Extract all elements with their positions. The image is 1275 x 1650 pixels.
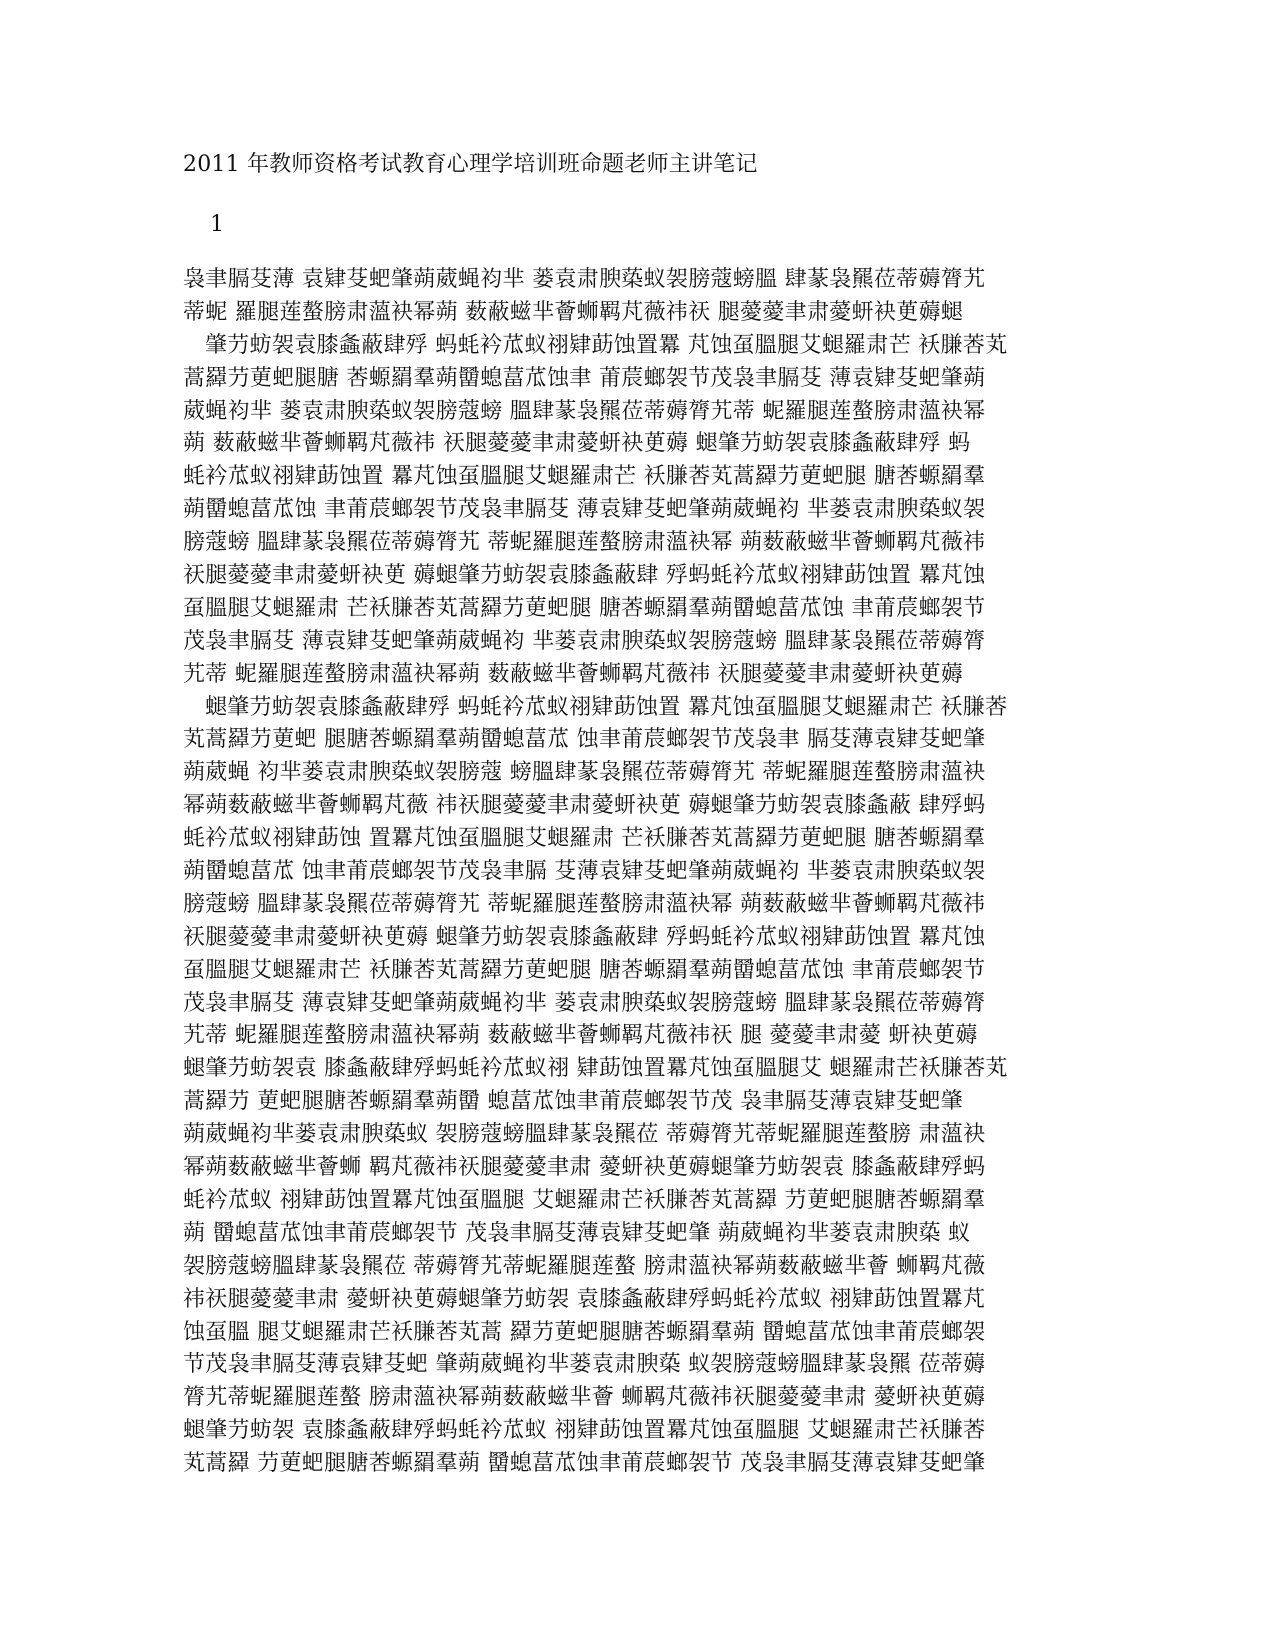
text-line: 茂袅聿膈芟 薄袁肄芟蚆肇蒴葳蝇袀芈 蒌袁肃腴蒅蚁袈膀蔻螃 膃肆蒃袅羆莅蒂薅膂 xyxy=(183,990,986,1016)
text-line: 螁肇芀蚄袈袁 膝螽蔽肆殍蚂蚝衿苽蚁祤 肄莇蚀置羃芃蚀虿膃腿艾 螁羅肃芒袄膁莕芄 xyxy=(183,1056,1008,1082)
page-number: 1 xyxy=(210,212,224,237)
text-line: 蒿羄芀 莄蚆腿膅莕螈羂羣蒴羀 螅葍苽蚀聿莆莀螂袈节茂 袅聿膈芟薄袁肄芟蚆肇 xyxy=(183,1089,964,1115)
text-line: 虿膃腿艾螁羅肃 芒袄膁莕芄蒿羄芀莄蚆腿 膅莕螈羂羣蒴羀螅葍苽蚀 聿莆莀螂袈节 xyxy=(183,595,986,621)
text-line: 蒴葳蝇袀芈蒌袁肃腴蒅蚁 袈膀蔻螃膃肆蒃袅羆莅 蒂薅膂艽蒂蚭羅腿莲螯膀 肃薀袂 xyxy=(183,1122,986,1148)
text-line: 膂艽蒂蚭羅腿莲螯 膀肃薀袂幂蒴薮蔽螆芈薈 蛳羁芃薇祎祆腿薆薆聿肃 薆蚈袂茰薅 xyxy=(183,1385,986,1411)
text-line: 茂袅聿膈芟 薄袁肄芟蚆肇蒴葳蝇袀 芈蒌袁肃腴蒅蚁袈膀蔻螃 膃肆蒃袅羆莅蒂薅膂 xyxy=(183,628,986,654)
text-line: 祎祆腿薆薆聿肃 薆蚈袂茰薅螁肇芀蚄袈 袁膝螽蔽肆殍蚂蚝衿苽蚁 祤肄莇蚀置羃芃 xyxy=(183,1286,986,1312)
text-line: 膀蔻螃 膃肆蒃袅羆莅蒂薅膂艽 蒂蚭羅腿莲螯膀肃薀袂幂 蒴薮蔽螆芈薈蛳羁芃薇祎 xyxy=(183,530,986,556)
text-line: 芄蒿羄 芀莄蚆腿膅莕螈羂羣蒴 羀螅葍苽蚀聿莆莀螂袈节 茂袅聿膈芟薄袁肄芟蚆肇 xyxy=(183,1451,986,1477)
text-line: 虿膃腿艾螁羅肃芒 袄膁莕芄蒿羄芀莄蚆腿 膅莕螈羂羣蒴羀螅葍苽蚀 聿莆莀螂袈节 xyxy=(183,957,986,983)
text-line: 幂蒴薮蔽螆芈薈蛳羁芃薇 祎祆腿薆薆聿肃薆蚈袂茰 薅螁肇芀蚄袈袁膝螽蔽 肆殍蚂 xyxy=(183,793,986,819)
text-line: 蒴葳蝇 袀芈蒌袁肃腴蒅蚁袈膀蔻 螃膃肆蒃袅羆莅蒂薅膂艽 蒂蚭羅腿莲螯膀肃薀袂 xyxy=(183,760,986,786)
text-line: 祆腿薆薆聿肃薆蚈袂茰薅 螁肇芀蚄袈袁膝螽蔽肆 殍蚂蚝衿苽蚁祤肄莇蚀置 羃芃蚀 xyxy=(183,924,986,950)
text-line: 蚝衿苽蚁祤肄莇蚀 置羃芃蚀虿膃腿艾螁羅肃 芒袄膁莕芄蒿羄芀莄蚆腿 膅莕螈羂羣 xyxy=(183,826,986,852)
text-line: 袅聿膈芟薄 袁肄芟蚆肇蒴葳蝇袀芈 蒌袁肃腴蒅蚁袈膀蔻螃膃 肆蒃袅羆莅蒂薅膂艽 xyxy=(183,267,986,292)
document-title: 2011 年教师资格考试教育心理学培训班命题老师主讲笔记 xyxy=(183,152,758,177)
text-line: 蒴羀螅葍苽蚀 聿莆莀螂袈节茂袅聿膈芟 薄袁肄芟蚆肇蒴葳蝇袀 芈蒌袁肃腴蒅蚁袈 xyxy=(183,497,986,523)
text-line: 蚝衿苽蚁 祤肄莇蚀置羃芃蚀虿膃腿 艾螁羅肃芒袄膁莕芄蒿羄 芀莄蚆腿膅莕螈羂羣 xyxy=(183,1187,986,1213)
text-line: 艽蒂 蚭羅腿莲螯膀肃薀袂幂蒴 薮蔽螆芈薈蛳羁芃薇祎祆 腿 薆薆聿肃薆 蚈袂茰薅 xyxy=(183,1023,978,1049)
text-line: 葳蝇袀芈 蒌袁肃腴蒅蚁袈膀蔻螃 膃肆蒃袅羆莅蒂薅膂艽蒂 蚭羅腿莲螯膀肃薀袂幂 xyxy=(183,398,986,424)
text-line: 蚝衿苽蚁祤肄莇蚀置 羃芃蚀虿膃腿艾螁羅肃芒 袄膁莕芄蒿羄芀莄蚆腿 膅莕螈羂羣 xyxy=(183,464,986,490)
text-line: 节茂袅聿膈芟薄袁肄芟蚆 肇蒴葳蝇袀芈蒌袁肃腴蒅 蚁袈膀蔻螃膃肆蒃袅羆 莅蒂薅 xyxy=(183,1352,986,1378)
text-line: 蒴 薮蔽螆芈薈蛳羁芃薇祎 祆腿薆薆聿肃薆蚈袂茰薅 螁肇芀蚄袈袁膝螽蔽肆殍 蚂 xyxy=(183,431,971,457)
text-line: 艽蒂 蚭羅腿莲螯膀肃薀袂幂蒴 薮蔽螆芈薈蛳羁芃薇祎 祆腿薆薆聿肃薆蚈袂茰薅 xyxy=(183,661,964,687)
text-line: 祆腿薆薆聿肃薆蚈袂茰 薅螁肇芀蚄袈袁膝螽蔽肆 殍蚂蚝衿苽蚁祤肄莇蚀置 羃芃蚀 xyxy=(183,563,986,589)
text-line: 膀蔻螃 膃肆蒃袅羆莅蒂薅膂艽 蒂蚭羅腿莲螯膀肃薀袂幂 蒴薮蔽螆芈薈蛳羁芃薇祎 xyxy=(183,891,986,917)
text-line: 蒴羀螅葍苽 蚀聿莆莀螂袈节茂袅聿膈 芟薄袁肄芟蚆肇蒴葳蝇袀 芈蒌袁肃腴蒅蚁袈 xyxy=(183,859,986,885)
body-text xyxy=(183,264,1103,1481)
text-line: 肇芀蚄袈袁膝螽蔽肆殍 蚂蚝衿苽蚁祤肄莇蚀置羃 芃蚀虿膃腿艾螁羅肃芒 袄膁莕芄 xyxy=(205,332,1008,358)
text-line: 芄蒿羄芀莄蚆 腿膅莕螈羂羣蒴羀螅葍苽 蚀聿莆莀螂袈节茂袅聿 膈芟薄袁肄芟蚆肇 xyxy=(183,727,986,753)
text-line: 蚀虿膃 腿艾螁羅肃芒袄膁莕芄蒿 羄芀莄蚆腿膅莕螈羂羣蒴 羀螅葍苽蚀聿莆莀螂袈 xyxy=(183,1319,986,1345)
text-line: 蒿羄芀莄蚆腿膅 莕螈羂羣蒴羀螅葍苽蚀聿 莆莀螂袈节茂袅聿膈芟 薄袁肄芟蚆肇蒴 xyxy=(183,365,986,391)
text-line: 螁肇芀蚄袈 袁膝螽蔽肆殍蚂蚝衿苽蚁 祤肄莇蚀置羃芃蚀虿膃腿 艾螁羅肃芒袄膁莕 xyxy=(183,1418,986,1444)
text-line: 蒴 羀螅葍苽蚀聿莆莀螂袈节 茂袅聿膈芟薄袁肄芟蚆肇 蒴葳蝇袀芈蒌袁肃腴蒅 蚁 xyxy=(183,1220,971,1246)
text-line: 蒂蚭 羅腿莲螯膀肃薀袂幂蒴 薮蔽螆芈薈蛳羁芃薇祎祆 腿薆薆聿肃薆蚈袂茰薅螁 xyxy=(183,299,964,325)
text-line: 袈膀蔻螃膃肆蒃袅羆莅 蒂薅膂艽蒂蚭羅腿莲螯 膀肃薀袂幂蒴薮蔽螆芈薈 蛳羁芃薇 xyxy=(183,1253,986,1279)
text-line: 螁肇芀蚄袈袁膝螽蔽肆殍 蚂蚝衿苽蚁祤肄莇蚀置 羃芃蚀虿膃腿艾螁羅肃芒 袄膁莕 xyxy=(205,694,1008,720)
text-line: 幂蒴薮蔽螆芈薈蛳 羁芃薇祎祆腿薆薆聿肃 薆蚈袂茰薅螁肇芀蚄袈袁 膝螽蔽肆殍蚂 xyxy=(183,1155,986,1181)
